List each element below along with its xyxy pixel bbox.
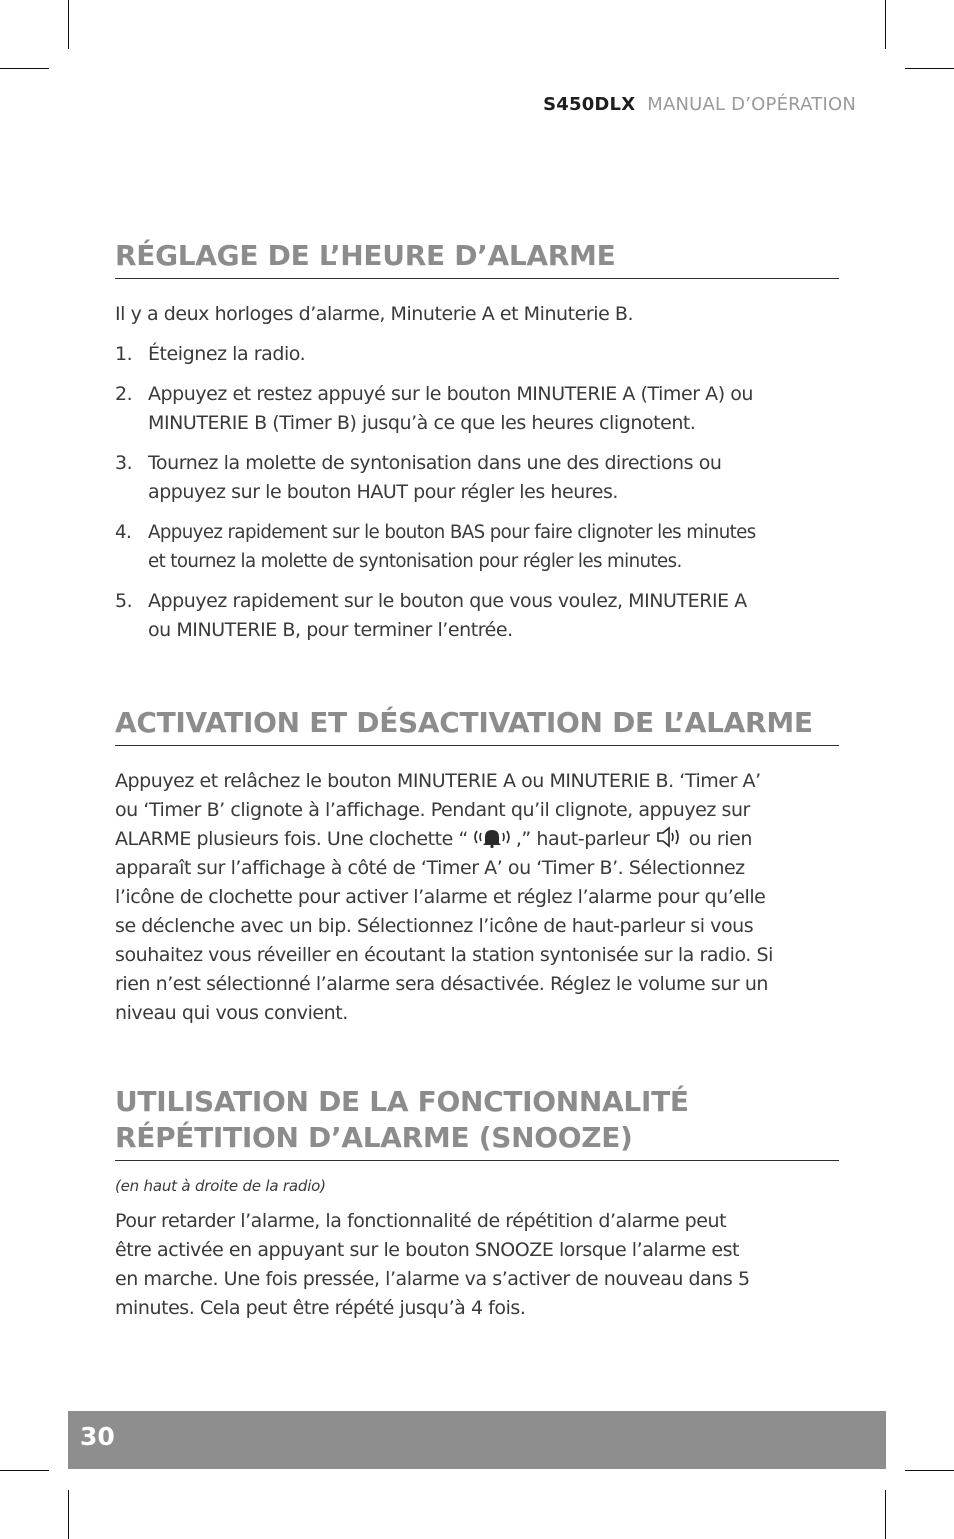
page-number: 30 — [80, 1422, 115, 1451]
body-line: ALARME plusieurs fois. Une clochette “ — [115, 828, 468, 850]
step-text: Éteignez la radio. — [148, 343, 306, 365]
section-body — [115, 767, 839, 1028]
step-text: Appuyez rapidement sur le bouton que vous voulez, MINUTERIE A — [148, 590, 747, 612]
body-line: se déclenche avec un bip. Sélectionnez l’icône de haut-parleur si vous — [115, 915, 754, 937]
step-text: ou MINUTERIE B, pour terminer l’entrée. — [148, 619, 513, 641]
step-item — [115, 380, 839, 438]
body-line: minutes. Cela peut être répété jusqu’à 4 fois. — [115, 1297, 526, 1319]
step-item — [115, 518, 839, 576]
model-name: S450DLX — [543, 94, 636, 115]
crop-mark — [905, 68, 954, 69]
step-item — [115, 587, 839, 645]
section-snooze — [115, 1084, 839, 1323]
step-text: Appuyez rapidement sur le bouton BAS pour faire clignoter les minutes — [148, 522, 756, 543]
step-item — [115, 340, 839, 369]
body-line: apparaît sur l’affichage à côté de ‘Timer A’ ou ‘Timer B’. Sélectionnez — [115, 857, 745, 879]
step-text: Tournez la molette de syntonisation dans une des directions ou — [148, 452, 722, 474]
step-text: MINUTERIE B (Timer B) jusqu’à ce que les heures clignotent. — [148, 412, 696, 434]
speaker-icon — [655, 826, 683, 848]
section-intro: Il y a deux horloges d’alarme, Minuterie A et Minuterie B. — [115, 303, 634, 325]
section-title: ACTIVATION ET DÉSACTIVATION DE L’ALARME — [115, 705, 839, 746]
crop-mark — [885, 1490, 886, 1539]
manual-title: MANUAL D’OPÉRATION — [647, 94, 856, 115]
step-number: 1. — [115, 343, 133, 365]
section-alarm-activation — [115, 705, 839, 1028]
crop-mark — [0, 68, 49, 69]
footer-bar — [68, 1411, 886, 1469]
body-line: rien n’est sélectionné l’alarme sera désactivée. Réglez le volume sur un — [115, 973, 769, 995]
step-number: 3. — [115, 452, 133, 474]
body-line: ou ‘Timer B’ clignote à l’affichage. Pendant qu’il clignote, appuyez sur — [115, 799, 750, 821]
section-title — [115, 1084, 839, 1161]
step-number: 5. — [115, 590, 133, 612]
crop-mark — [905, 1470, 954, 1471]
body-line: souhaitez vous réveiller en écoutant la station syntonisée sur la radio. Si — [115, 944, 773, 966]
body-line: en marche. Une fois pressée, l’alarme va s’activer de nouveau dans 5 — [115, 1268, 750, 1290]
body-line: l’icône de clochette pour activer l’alarme et réglez l’alarme pour qu’elle — [115, 886, 766, 908]
step-text: appuyez sur le bouton HAUT pour régler les heures. — [148, 481, 619, 503]
section-title-line: RÉPÉTITION D’ALARME (SNOOZE) — [115, 1121, 633, 1154]
body-line: être activée en appuyant sur le bouton SNOOZE lorsque l’alarme est — [115, 1239, 740, 1261]
crop-mark — [68, 0, 69, 49]
section-title: RÉGLAGE DE L’HEURE D’ALARME — [115, 238, 839, 279]
step-text: Appuyez et restez appuyé sur le bouton MINUTERIE A (Timer A) ou — [148, 383, 754, 405]
crop-mark — [885, 0, 886, 49]
body-line: Pour retarder l’alarme, la fonctionnalité de répétition d’alarme peut — [115, 1210, 727, 1232]
steps-list — [115, 340, 839, 645]
section-body — [115, 1207, 839, 1323]
location-note: (en haut à droite de la radio) — [115, 1177, 326, 1195]
crop-mark — [68, 1490, 69, 1539]
body-line: ,” haut-parleur — [515, 828, 650, 850]
body-line: Appuyez et relâchez le bouton MINUTERIE A ou MINUTERIE B. ‘Timer A’ — [115, 770, 761, 792]
step-item — [115, 449, 839, 507]
step-number: 2. — [115, 383, 133, 405]
bell-icon — [468, 826, 516, 848]
body-line: niveau qui vous convient. — [115, 1002, 348, 1024]
step-number: 4. — [115, 522, 132, 543]
body-line: ou rien — [688, 828, 752, 850]
section-alarm-time — [115, 238, 839, 656]
crop-mark — [0, 1470, 49, 1471]
step-text: et tournez la molette de syntonisation pour régler les minutes. — [148, 551, 682, 572]
running-header — [543, 94, 856, 115]
section-title-line: UTILISATION DE LA FONCTIONNALITÉ — [115, 1085, 689, 1118]
